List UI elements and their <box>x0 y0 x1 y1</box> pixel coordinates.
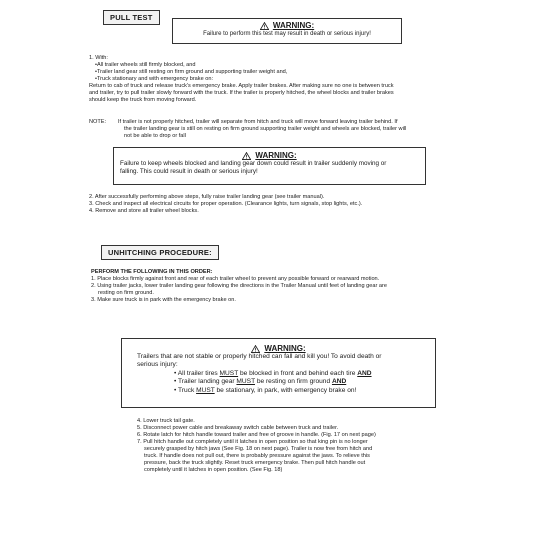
unhitching-steps-2 <box>137 418 437 474</box>
warning-title: WARNING: <box>272 21 315 30</box>
list-item: resting on firm ground. <box>98 290 154 296</box>
pull-test-step1 <box>89 55 509 104</box>
warning3-bullet: • All trailer tires MUST be blocked in front and behind each tire AND <box>174 369 372 377</box>
note-line: the trailer landing gear is still on resting on firm ground supporting trailer weight and wheels are blocked, trailer will <box>124 126 407 132</box>
warning2-line: Failure to keep wheels blocked and landing gear down could result in trailer suddenly moving or <box>120 160 387 167</box>
note-line: not be able to drop or fall <box>124 133 186 139</box>
note-label: NOTE: <box>89 119 107 125</box>
list-item: 3. Check and inspect all electrical circuits for proper operation. (Clearance lights, turn signals, stop lights, etc.). <box>89 201 363 207</box>
warning-box-3 <box>121 338 436 408</box>
warning2-line: falling. This could result in death or serious injury! <box>120 168 258 175</box>
list-item: •Truck stationary and with emergency brake on: <box>95 76 214 82</box>
list-item: 4. Lower truck tail gate. <box>137 418 195 424</box>
warning-title: WARNING: <box>264 344 306 353</box>
note-block <box>89 119 529 140</box>
unhitching-steps <box>91 269 531 304</box>
list-item: 5. Disconnect power cable and breakaway switch cable between truck and trailer. <box>137 425 339 431</box>
pull-test-label: PULL TEST <box>103 10 160 25</box>
warning-triangle-icon <box>242 152 251 160</box>
list-item: 7. Pull hitch handle out completely until it latches in open position so that king pin is no longer <box>137 439 368 445</box>
note-line: If trailer is not properly hitched, trailer will separate from hitch and truck will move forward leaving trailer behind. If <box>118 119 398 125</box>
step1-para-line: Return to cab of truck and release truck's emergency brake. Apply trailer brakes. After making sure no one is between truck <box>89 83 394 89</box>
warning3-bullet: • Trailer landing gear MUST be resting on firm ground AND <box>174 378 347 386</box>
warning-triangle-icon <box>251 345 260 353</box>
list-item: 1. Place blocks firmly against front and rear of each trailer wheel to prevent any possible forward or rearward motion. <box>91 276 380 282</box>
warning-triangle-icon <box>260 22 269 30</box>
warning3-bullet: • Truck MUST be stationary, in park, with emergency brake on! <box>174 386 357 394</box>
list-item: completely until it latches in open position. (See Fig. 18) <box>144 467 283 473</box>
warning3-line: serious injury: <box>137 361 178 369</box>
warning-title: WARNING: <box>255 151 297 160</box>
step1-intro: 1. With: <box>89 55 108 61</box>
pull-test-steps <box>89 194 529 215</box>
step1-para-line: and trailer, try to pull trailer slowly forward with the truck. If the trailer is properly hitched, the wheel blocks and trailer brakes <box>89 90 394 96</box>
list-item: •All trailer wheels still firmly blocked, and <box>95 62 196 68</box>
list-item: 4. Remove and store all trailer wheel blocks. <box>89 208 199 214</box>
list-item: securely grasped by hitch jaws (See Fig. 18 on next page). Trailer is now free from hitch and <box>144 446 373 452</box>
unhitching-heading: PERFORM THE FOLLOWING IN THIS ORDER: <box>91 269 213 275</box>
list-item: 2. Using trailer jacks, lower trailer landing gear following the directions in the Trailer Manual until feet of landing gear are <box>91 283 388 289</box>
list-item: truck. If handle does not pull out, there is probably pressure against the jaws. To relieve this <box>144 453 370 459</box>
warning-text: Failure to perform this test may result in death or serious injury! <box>203 31 371 37</box>
list-item: 3. Make sure truck is in park with the emergency brake on. <box>91 297 236 303</box>
step1-bullets <box>89 62 509 83</box>
list-item: 2. After successfully performing above steps, fully raise trailer landing gear (see trailer manual). <box>89 194 325 200</box>
list-item: pressure, back the truck slightly. Reset truck emergency brake. Then pull hitch handle out <box>144 460 366 466</box>
unhitching-label: UNHITCHING PROCEDURE: <box>101 245 219 260</box>
warning3-line: Trailers that are not stable or properly hitched can fall and kill you! To avoid death or <box>137 353 382 360</box>
warning-box-2 <box>113 147 426 185</box>
list-item: •Trailer land gear still resting on firm ground and supporting trailer weight and, <box>95 69 288 75</box>
list-item: 6. Rotate latch for hitch handle toward trailer and free of groove in handle. (Fig. 17 on next page) <box>137 432 376 438</box>
step1-para-line: should keep the truck from moving forward. <box>89 97 197 103</box>
warning-box <box>172 18 402 44</box>
